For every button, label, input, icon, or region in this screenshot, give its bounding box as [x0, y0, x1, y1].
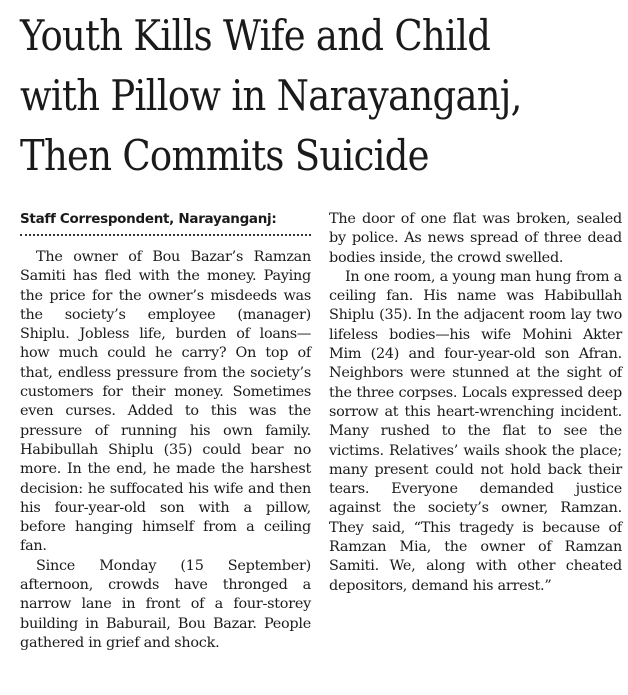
headline-line-3: Then Commits Suicide — [20, 131, 429, 180]
byline: Staff Correspondent, Narayanganj: — [20, 210, 311, 236]
headline — [20, 6, 627, 186]
left-column — [20, 210, 311, 653]
article-body — [20, 210, 622, 653]
paragraph: The owner of Bou Bazar’s Ramzan Samiti has fled with the money. Paying the price for the owner’s misdeeds was the society’s employee (manager) Shiplu. Jobless life, burden of loans—how much could he carry? On top of that, endless pressure from the society’s customers for their money. Sometimes even curses. Added to this was the pressure of running his own family. Habibullah Shiplu (35) could bear no more. In the end, he made the harshest decision: he suffocated his wife and then his four-year-old son with a pillow, before hanging himself from a ceiling fan. — [20, 249, 311, 555]
right-column — [329, 210, 622, 653]
paragraph: Since Monday (15 September) afternoon, crowds have thronged a narrow lane in front of a four-storey building in Baburail, Bou Bazar. People gathered in grief and shock. — [20, 557, 311, 651]
headline-line-1: Youth Kills Wife and Child — [20, 11, 491, 60]
headline-line-2: with Pillow in Narayanganj, — [20, 71, 522, 120]
paragraph: In one room, a young man hung from a ceiling fan. His name was Habibullah Shiplu (35). In the adjacent room lay two lifeless bodies—his wife Mohini Akter Mim (24) and four-year-old son Afran. Neighbors were stunned at the sight of the three corpses. Locals expressed deep sorrow at this heart-wrenching incident. Many rushed to the flat to see the victims. Relatives’ wails shook the place; many present could not hold back their tears. Everyone demanded justice against the society’s owner, Ramzan. They said, “This tragedy is because of Ramzan Mia, the owner of Ramzan Samiti. We, along with other cheated depositors, demand his arrest.” — [329, 268, 622, 594]
paragraph: The door of one flat was broken, sealed by police. As news spread of three dead bodies inside, the crowd swelled. — [329, 211, 622, 266]
